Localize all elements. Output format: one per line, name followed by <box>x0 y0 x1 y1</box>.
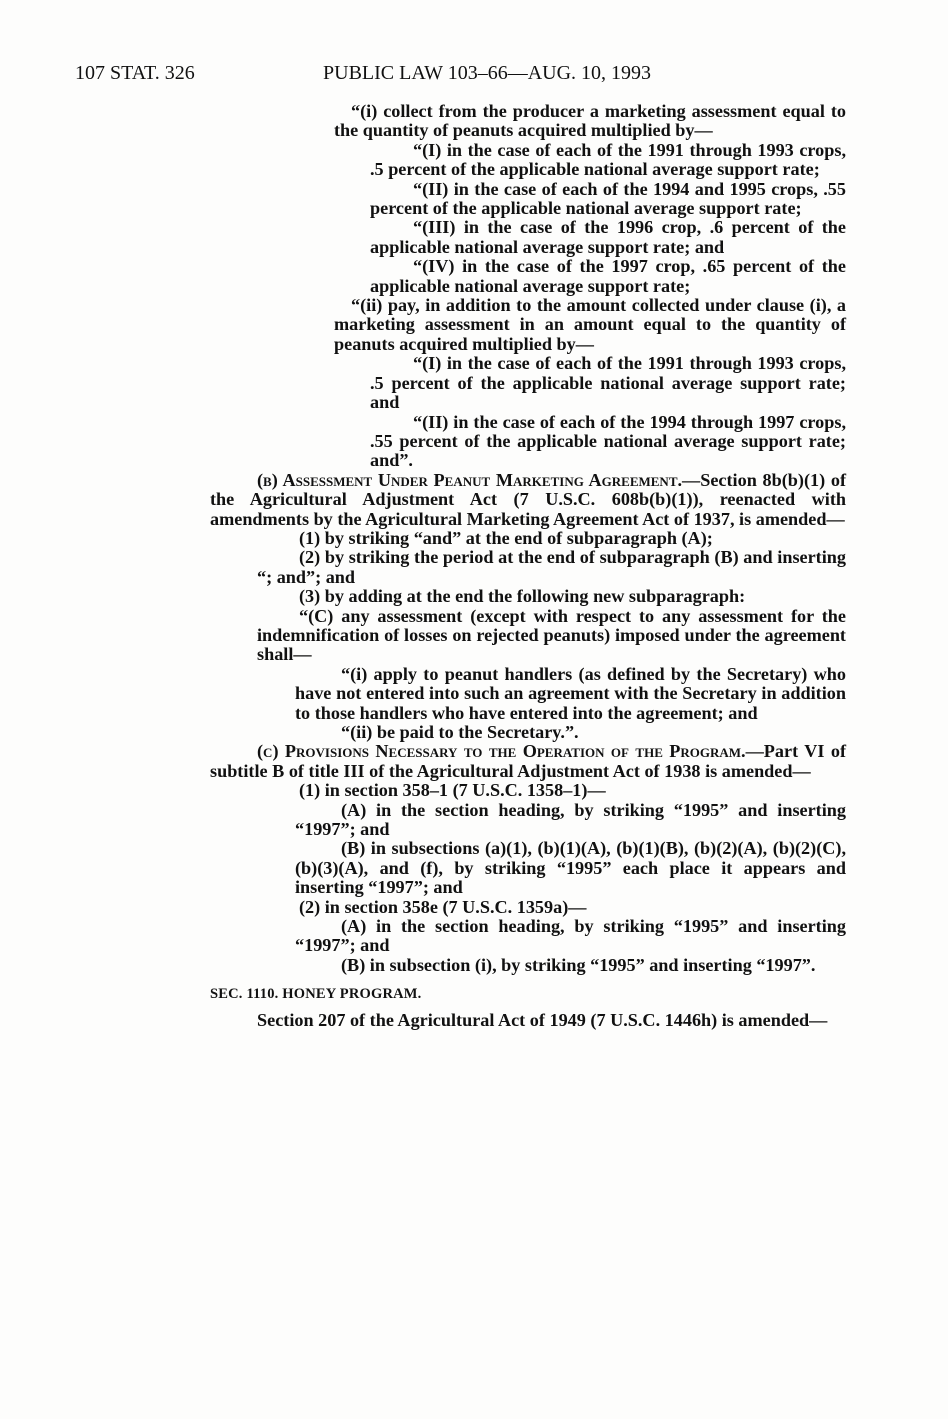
clause-i-collect: “(i) collect from the producer a marketing assessment equal to the quantity of peanuts acquired multiplied by— <box>334 101 846 141</box>
running-title: PUBLIC LAW 103–66—AUG. 10, 1993 <box>323 62 652 84</box>
subsection-b-text: —Section 8b(b)(1) of the Agricultural Adjustment Act (7 U.S.C. 608b(b)(1)), reenacted with amendments by the Agricultural Marketing Agreement Act of 1937, is amended— <box>210 469 846 529</box>
subsection-c <box>210 742 846 781</box>
subparagraph-A-heading-1359a: (A) in the section heading, by striking “1995” and inserting “1997”; and <box>295 916 846 956</box>
paragraph-2-section-358e: (2) in section 358e (7 U.S.C. 1359a)— <box>299 896 587 917</box>
section-207-intro: Section 207 of the Agricultural Act of 1949 (7 U.S.C. 1446h) is amended— <box>257 1009 828 1030</box>
page-header <box>75 62 875 92</box>
subsection-c-heading: (c) Provisions Necessary to the Operation of the Program. <box>257 741 746 762</box>
subparagraph-A-heading-1358-1: (A) in the section heading, by striking “1995” and inserting “1997”; and <box>295 799 846 840</box>
clause-ii-pay: “(ii) pay, in addition to the amount collected under clause (i), a marketing assessment in an amount equal to the quantity of peanuts acquired multiplied by— <box>334 295 846 354</box>
stat-page-number: 107 STAT. 326 <box>75 62 195 84</box>
subclause-IV-1997: “(IV) in the case of the 1997 crop, .65 percent of the applicable national average support rate; <box>370 256 846 296</box>
clause-i-apply: “(i) apply to peanut handlers (as defined by the Secretary) who have not entered into such an agreement with the Secretary in addition to those handlers who have entered into the agreement; and <box>295 663 846 723</box>
section-heading-honey-program: SEC. 1110. HONEY PROGRAM. <box>210 986 422 1003</box>
subclause-II-1994-1995: “(II) in the case of each of the 1994 and 1995 crops, .55 percent of the applicable national average support rate; <box>370 178 846 219</box>
paragraph-3-adding: (3) by adding at the end the following new subparagraph: <box>299 586 746 607</box>
subclause-I-1991-1993: “(I) in the case of each of the 1991 through 1993 crops, .5 percent of the applicable national average support rate; <box>370 139 846 180</box>
subclause-III-1996: “(III) in the case of the 1996 crop, .6 percent of the applicable national average support rate; and <box>370 217 846 257</box>
subparagraph-C-assessment: “(C) any assessment (except with respect to any assessment for the indemnification of losses on rejected peanuts) imposed under the agreement shall— <box>257 605 846 665</box>
subsection-b <box>210 471 846 529</box>
subsection-c-text: —Part VI of subtitle B of title III of the Agricultural Adjustment Act of 1938 is amended— <box>210 741 847 781</box>
subparagraph-B-subsections: (B) in subsections (a)(1), (b)(1)(A), (b)(1)(B), (b)(2)(A), (b)(2)(C), (b)(3)(A), and (f), by striking “1995” each place it appears and inserting “1997”; and <box>295 838 846 898</box>
subparagraph-B-subsection-i: (B) in subsection (i), by striking “1995” and inserting “1997”. <box>341 954 816 975</box>
subclause-II-pay-1994-1997: “(II) in the case of each of the 1994 through 1997 crops, .55 percent of the applicable national average support rate; and”. <box>370 411 846 471</box>
paragraph-1-striking-and: (1) by striking “and” at the end of subparagraph (A); <box>299 527 713 548</box>
clause-ii-paid: “(ii) be paid to the Secretary.”. <box>341 722 579 742</box>
subsection-b-heading: (b) Assessment Under Peanut Marketing Agreement. <box>257 469 683 490</box>
paragraph-1-section-358-1: (1) in section 358–1 (7 U.S.C. 1358–1)— <box>299 780 606 801</box>
paragraph-2-striking-period: (2) by striking the period at the end of subparagraph (B) and inserting “; and”; and <box>257 547 846 587</box>
document-body <box>210 102 846 1030</box>
subclause-I-pay-1991-1993: “(I) in the case of each of the 1991 through 1993 crops, .5 percent of the applicable national average support rate; and <box>370 353 846 413</box>
